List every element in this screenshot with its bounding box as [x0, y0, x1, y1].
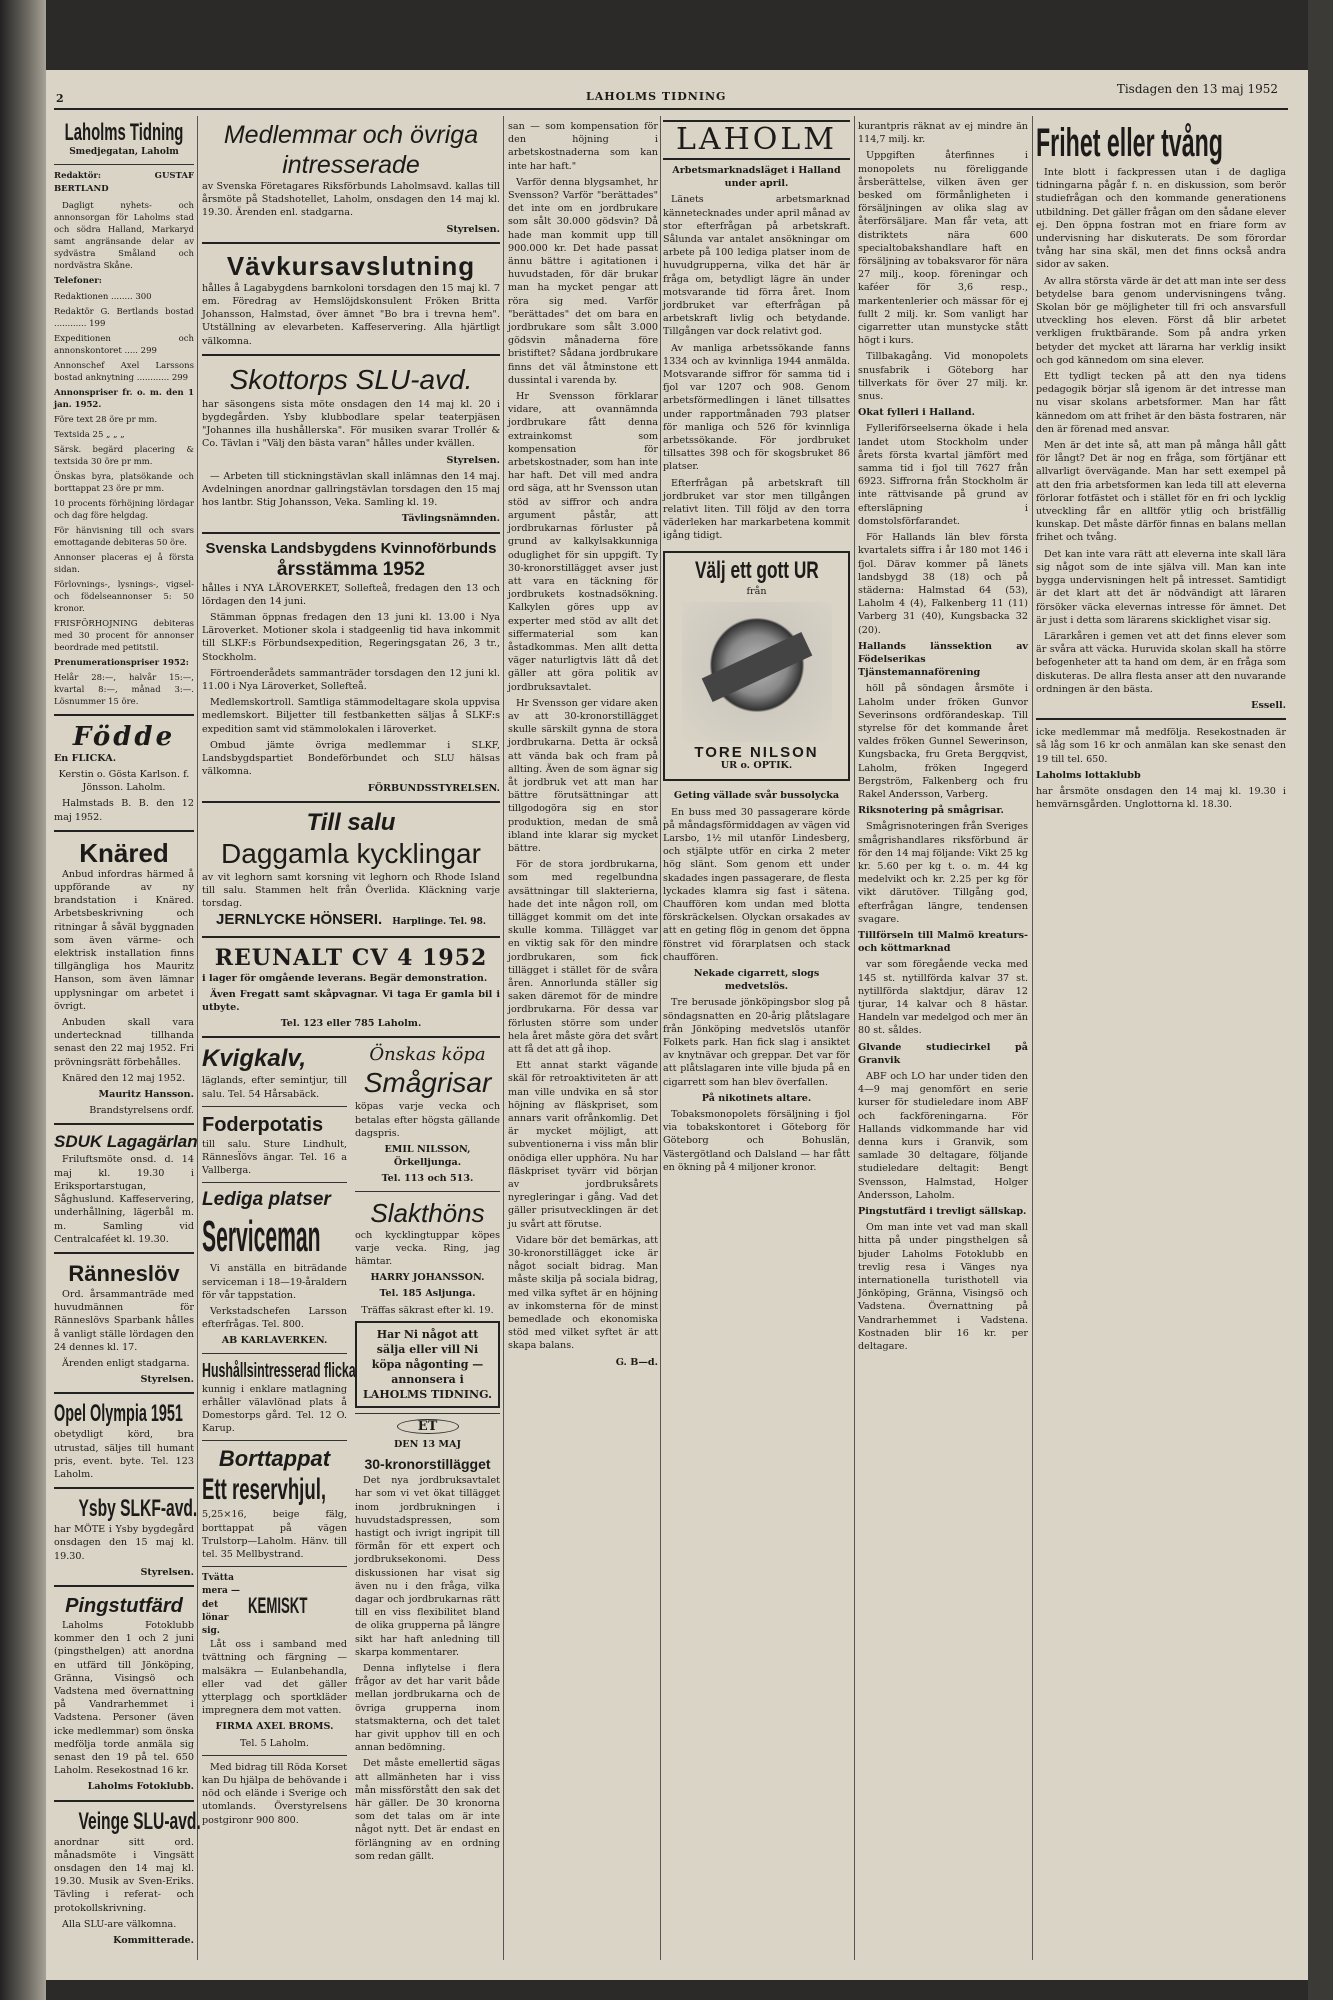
harry-phone: Tel. 185 Asljunga.: [379, 1288, 476, 1300]
study-circle-heading: Glvande studiecirkel på Granvik: [858, 1041, 1028, 1066]
veinge-text: anordnar sitt ord. månadsmöte i Vingsätt onsdagen den 14 maj kl. 19.30. Musik av Sven-Eriks. Tävling i referat- och protokollskrivning.: [54, 1836, 194, 1914]
watch-shop-name: TORE NILSON: [694, 743, 819, 761]
red-cross-text: Med bidrag till Röda Korset kan Du hjälpa de behövande i nöd och elände i Sverige och utomlands. Överstyrelsens postgironr 900 800.: [202, 1761, 347, 1826]
ranneslov-text: Ord. årsammanträde med huvudmännen för Ränneslövs Sparbank hålles å vanligt ställe lördagen den 24 dennes kl. 17.: [54, 1288, 194, 1353]
freedom-text: Det kan inte vara rätt att eleverna inte skall lära sig något som de inte själva vill. Man kan inte bygga undervisningen helt på intresset. Samtidigt är det klart att det är nödvändigt att läraren försöker väcka elevernas intresse för ämnet. Det är just i detta som lärarens skicklighet visar sig.: [1036, 548, 1286, 626]
slkf-text: Förtroenderådets sammanträder torsdagen den 12 juni kl. 11.00 i Nya Läroverket, Sollefteå.: [202, 667, 500, 693]
freedom-heading: Frihet eller tvång: [1036, 121, 1223, 165]
subscription-prices: Helår 28:—, halvår 15:—, kvartal 8:—, månad 3:—. Lösnummer 15 öre.: [54, 672, 194, 707]
dry-clean-company: FIRMA AXEL BROMS.: [215, 1721, 334, 1733]
lotta-heading: Laholms lottaklubb: [1036, 769, 1141, 781]
members-heading-2: intresserade: [282, 151, 420, 179]
drunkenness-heading: Okat fylleri i Halland.: [858, 407, 975, 419]
watch-shop-type: UR o. OPTIK.: [720, 760, 793, 772]
piglet-price-text: Smågrisnoteringen från Sveriges smågrishandlares riksförbund är för den 14 maj följande: Vikt 25 kg kr. 5.60 per kg t. o. m. 44 kg medelvikt och kr. 2.25 per kg för vikt därutöver. Tillgång god, efterfrågan längre, tendensen svagare.: [858, 821, 1028, 925]
birth-notice: En FLICKA.: [54, 752, 117, 764]
housekeeper-text: kunnig i enklare matlagning erhåller välavlönad plats å Domestorps gård. Tel. 12 O. Karup.: [202, 1383, 347, 1435]
news-text: Tillbakagång. Vid monopolets snusfabrik i Göteborg har tillverkats för över 27 milj. kr. snus.: [858, 351, 1028, 403]
potato-heading: Foderpotatis: [202, 1113, 324, 1136]
for-sale-heading: Till salu: [306, 808, 396, 836]
freedom-text: Ett tydligt tecken på att den nya tidens pedagogik börjar slå igenom är det intresse man nu visar skolans arbetsformer. Man har fått kännedom om att frihet är den bästa fostraren, när den är förenad med ansvar.: [1036, 371, 1286, 435]
freedom-signature: Essell.: [1251, 699, 1286, 711]
tobacco-heading: På nikotinets altare.: [701, 1092, 812, 1104]
jobs-heading: Lediga platser: [202, 1189, 331, 1211]
section-text: höll på söndagen årsmöte i Laholm under fröken Gunvor Severinsons ordförandeskap. Till styrelse för det kommande året valdes fröken Gunnel Sewerinson, Kungsbacka, fru Greta Bergqvist, Laholm, fröken Ingegerd Bergström, Falkenberg och fru Rakel Andersson, Varberg.: [858, 683, 1028, 800]
laholm-text: Av manliga arbetssökande fanns 1334 och av kvinnliga 1944 anmälda. Motsvarande siffror för samma tid i fjol var 1207 och 908. Genom arbetsförmedlingen i länet tillsattes under rapportmånaden 793 platser för manliga och 526 för kvinnliga arbetssökande. För jordbruket tillsattes 398 och för skogsbruket 86 platser.: [663, 342, 850, 473]
chicks-heading: Daggamla kycklingar: [221, 837, 481, 869]
veinge-signature: Kommitterade.: [113, 1935, 194, 1947]
knared-text: Anbuden skall vara undertecknad tillhanda senast den 22 maj 1952. Fri prövningsrätt förbehålles.: [54, 1017, 194, 1068]
slkf-text: Medlemskortroll. Samtliga stämmodeltagare skola uppvisa medlemskort. Biljetter till festbanketten säljas å SLKF:s expedition samt vid stämmolokalen i läroverket.: [202, 697, 500, 735]
column-6: [1036, 120, 1286, 1940]
editorial-text: san — som kompensation för den höjning i arbetskostnaderna som kan inte har haft.": [508, 121, 658, 172]
phone-line: Annonschef Axel Larssons bostad anknytning ............ 299: [54, 360, 194, 383]
ranneslov-text: Ärenden enligt stadgarna.: [62, 1357, 190, 1369]
ranneslov-heading: Ränneslöv: [68, 1260, 180, 1286]
skottorp-text: har säsongens sista möte onsdagen den 14 maj kl. 20 i bygdegården. Ysby klubbodlare spelar teaterpjäsen "Johannes illa hushållerska". För musiken svarar Trollér & Co. Tävlan i "Välj den bästa varan" hålles under kvällen.: [202, 398, 500, 450]
lotta-text: har årsmöte onsdagen den 14 maj kl. 19.30 i hemvärnsgården. Unglottorna kl. 18.30.: [1036, 785, 1286, 811]
lost-heading: Borttappat: [218, 1446, 331, 1472]
piglets-text: köpas varje vecka och betalas efter högsta gällande dagspris.: [355, 1101, 500, 1139]
housekeeper-heading: Hushållsintresserad flicka: [202, 1359, 356, 1382]
potato-text: till salu. Sture Lindhult, Rännesl̈övs ängar. Tel. 16 a Vallberga.: [202, 1138, 347, 1177]
page-number: 2: [56, 92, 64, 105]
masthead: [46, 82, 1308, 106]
serviceman-company: AB KARLAVERKEN.: [221, 1335, 328, 1347]
hens-text: och kycklingtuppar köpes varje vecka. Ring, jag hämtar.: [355, 1229, 500, 1267]
laundry-slogan: Tvättа mera — det lönar sig.: [202, 1573, 240, 1636]
ad-price-line: FRISFÖRHOJNING debiteras med 30 procent för annonser beordrade med petitstil.: [54, 618, 194, 653]
birth-parents: Kerstin o. Gösta Karlson. f. Jönsson. Laholm.: [58, 769, 190, 794]
buy-heading: Önskas köpa: [369, 1044, 486, 1066]
freedom-text: Av allra största värde är det att man inte ser dess betydelse bara genom undervisningens tvång. Skolan bör ge möjligheter till fri och ansvarsfull utveckling hos eleven. Först då blir arbetet verkligen fruktbärande. Som på andra yrken betyder det mycket att lärarna har verklig insikt och god kännedom om sina elever.: [1036, 275, 1286, 366]
birth-place: Halmstads B. B. den 12 maj 1952.: [54, 798, 194, 823]
column-rule: [854, 116, 855, 1960]
ysby-signature: Styrelsen.: [140, 1566, 194, 1578]
section-heading: Hallands länssektion av Födelserikas Tjänstemannaförening: [858, 640, 1028, 679]
skottorp-text-2: — Arbeten till stickningstävlan skall inlämnas den 14 maj. Avdelningen anordnar gallringstävlan torsdagen den 15 maj hos lantbr. Stig Johansson, Veka. Samling kl. 19.: [202, 470, 500, 509]
weaving-text: hålles å Lagabygdens barnkoloni torsdagen den 15 maj kl. 7 em. Föredrag av Hemslöjdskonsulent Fröken Britta Johansson, Halmstad, över ämnet "Bo bra i trevna hem". Utställning av elevarbeten. Kaffeservering. Alla hjärtligt välkomna.: [202, 282, 500, 347]
dry-clean-phone: Tel. 5 Laholm.: [240, 1737, 309, 1749]
tobacco-text: Tobaksmonopolets försäljning i fjol via tobakskontoret i Göteborg för Göteborg och Bohuslän, Västergötland och Dalsland — har fått en ökning på 4 miljoner kronor.: [663, 1108, 850, 1173]
ad-prices-heading: Annonspriser fr. o. m. den 1 jan. 1952.: [54, 387, 194, 410]
paper-name: LAHOLMS TIDNING: [586, 90, 727, 103]
watch-image: [682, 602, 832, 742]
sduk-text: Friluftsmöte onsd. d. 14 maj kl. 19.30 i Eriksportarstugan, Såghuslund. Kaffeservering, underhållning, lägerbål m. m. Samling vid Centralcaféet kl. 19.30.: [54, 1154, 194, 1245]
serviceman-text: Vi anställa en biträdande serviceman i 18—19-åraldern för vår tappstation.: [202, 1263, 347, 1301]
jernlycke-name: JERNLYCKE HÖNSERI.: [216, 911, 383, 929]
slkf-text: hålles i NYA LÄROVERKET, Sollefteå, fredagen den 13 och lördagen den 14 juni.: [202, 582, 500, 607]
paper-intro: Dagligt nyhets- och annonsorgan för Laholms stad och södra Halland, Markaryd samt angränsande delar av sydvästra Småland och nordvästra Skåne.: [54, 200, 194, 271]
slkf-signature: FÖRBUNDSSTYRELSEN.: [367, 782, 500, 794]
serviceman-heading: Serviceman: [202, 1212, 321, 1262]
et-heading: ET: [397, 1419, 459, 1434]
ad-price-line: Önskas byra, platsökande och borttappat 23 öre pr mm.: [54, 471, 194, 494]
ad-price-line: 10 procents förhöjning lördagar och dag före helgdag.: [54, 498, 194, 521]
ad-price-line: Före text 28 öre pr mm.: [54, 414, 158, 425]
paper-title-box: Laholms Tidning: [64, 119, 184, 146]
trip-note: icke medlemmar må medfölja. Resekostnaden är så låg som 16 kr och anmälan kan ske senast den 19 till tel. 650.: [1036, 727, 1286, 765]
top-rule: [54, 108, 1288, 110]
skottorp-signature: Styrelsen.: [446, 454, 500, 466]
piglet-price-heading: Riksnotering på smågrisar.: [858, 805, 1004, 817]
subscription-heading: Prenumerationspriser 1952:: [54, 657, 189, 668]
editorial-text: Hr Svensson förklarar vidare, att ovannämnda jordbrukare fått denna extrainkomst som kompensation för arbetskostnader, som han inte har haft. Det vill med andra ord säga, att hr Svensson utan stöd av siffror och andra argument påstår, att jordbrukarnas förluster på grund av kalkylsakkunniga oduglighet för sin uppgift. Ty 30-kronorstillägget avser just att vara en täckning för jordbrukets kostnadsökning. Kalkylen göres upp av experter med stöd av allt det siffermaterial som kan åstadkommas. Men allt detta väger naturligtvis lätt då det gäller att göra politik av jordbruksavtalet.: [508, 391, 658, 693]
column-1: [54, 119, 201, 1947]
editorial-text: Ett annat starkt vägande skäl för retroaktiviteten är att man ville undvika en så stor höjning av fläskpriset, som annars varit ofrånkomlig. Det är mycket möjligt, att subventionerna i viss mån blir onödiga eller upphöra. Nu har fläskpriset tyvärr vid början av jordbruksårets nyregleringar i gång. Vad det gäller prisutvecklingen är det ju svårt att förutse.: [508, 1060, 658, 1230]
column-rule: [503, 116, 504, 1960]
opel-text: obetydligt körd, bra utrustad, säljes till humant pris, event. byte. Tel. 123 Laholm.: [54, 1429, 194, 1480]
renault-phone: Tel. 123 eller 785 Laholm.: [280, 1018, 422, 1030]
knared-text: Anbud infordras härmed å uppförande av ny brandstation i Knäred. Arbetsbeskrivning och ritningar å såväl byggnaden som även värme- och elektrisk installation finns tillgängliga hos Mauritz Hanson, som även lämnar upplysningar om arbetet i övrigt.: [54, 868, 194, 1012]
dry-clean-text: Låt oss i samband med tvättning och färgning — malsäkra — Eulanbehandla, eller vad det gäller ytterplagg och sportkläder impregnera dem mot vatten.: [202, 1639, 347, 1717]
newspaper-page: [46, 70, 1308, 1980]
ysby-text: har MÖTE i Ysby bygdegård onsdagen den 15 maj kl. 19.30.: [54, 1524, 194, 1562]
column-5: [858, 120, 1028, 1940]
slkf-text: Stämman öppnas fredagen den 13 juni kl. 13.00 i Nya Läroverket. Motioner skola i stadgeenlig tid hava inkommit till SLKF:s Förbundsexpedition, Regeringsgatan 26, 3 tr., Stockholm.: [202, 612, 500, 663]
heifer-text: läglands, efter semintjur, till salu. Tel. 54 Hårsabäck.: [202, 1075, 347, 1100]
harry-hours: Träffas säkrast efter kl. 19.: [361, 1304, 494, 1316]
watch-ad-heading: Välj ett gott UR: [694, 556, 819, 584]
lost-text: 5,25×16, beige fälg, borttappat på vägen Trulstorp—Laholm. Hänv. till tel. 35 Mellbystrand.: [202, 1509, 347, 1560]
renault-text: i lager för omgående leverans. Begär demonstration.: [202, 972, 488, 984]
piglets-heading: Smågrisar: [363, 1067, 492, 1099]
labour-subheading: Arbetsmarknadsläget i Halland under april.: [672, 165, 841, 190]
news-text: kurantpris räknat av ej mindre än 114,7 milj. kr.: [858, 121, 1028, 146]
freedom-text: Lärarkåren i gemen vet att det finns elever som är svåra att väcka. Huruvida skolan skall ha större befogenheter att ta hand om dem, är en fråga som diskuteras. De allra flesta anser att den nuvarande ordningen är den bästa.: [1036, 630, 1286, 695]
study-circle-text: ABF och LO har under tiden den 4—9 maj genomfört en serie kurser för studieledare inom ABF och fackföreningarna. För Hallands vidkommande har vid denna kurs i Granvik, som samlade 30 deltagare, följande studieledare deltagit: Bengt Svensson, Halmstad, Holger Andersson, Laholm.: [858, 1071, 1028, 1201]
phone-line: Expeditionen och annonskontoret ..... 299: [54, 333, 194, 356]
editorial-text: Vidare bör det bemärkas, att 30-kronorstillägget icke är något socialt bidrag. Man måste skilja på sociala bidrag, med vilka syftet är en höjning av inkomsterna för de minst bemedlade och ekonomiska stöd med vilket syftet är att skapa balans.: [508, 1234, 658, 1352]
dry-clean-heading: KEMISKT: [248, 1592, 308, 1618]
skottorp-heading: Skottorps SLU-avd.: [229, 363, 473, 395]
editorial-text: För de stora jordbrukarna, som med regelbundna avsättningar till slakterierna, hade det inte någon roll, om tillägget kommit om det inte skulle komma. Tillägget var en viktig sak för den mindre jordbrukaren, som fick tillägget i stället för de svåra åren. Annorlunda ställer sig saken däremot för de mindre jordbrukarna. För dessa var förlusten större som under hela året måste göra det svårt att få det att gå ihop.: [508, 859, 658, 1056]
et-date: DEN 13 MAJ: [393, 1438, 462, 1450]
ad-price-line: Förlovnings-, lysnings-, vigsel- och födelseannonser 5: 50 kronor.: [54, 579, 194, 614]
laholm-text: Efterfrågan på arbetskraft till jordbruket var stor men tillgången relativt liten. Till följd av den torra väderleken har markarbetena kommit igång tidigt.: [663, 477, 850, 542]
malmo-market-heading: Tillförseln till Malmö kreaturs- och köttmarknad: [858, 929, 1028, 955]
bonus-text: Det nya jordbruksavtalet har som vi vet ökat tillägget inom jordbrukningen i huvudstadspressen, som hastigt och ivrigt ingripit till förmån för ett expert och jordbruksekonomi. Dess diskussionen har visat sig även nu i den fråga, vilka dagar och jordbrukarnas rätt till en viss flexibilitet bland de olika grupperna på längre sikt har haft anledning till skarpa kommentarer.: [355, 1475, 500, 1658]
members-signature: Styrelsen.: [446, 223, 500, 235]
drunkenness-text: Fylleriförseelserna ökade i hela landet utom Stockholm under årets första kvartal jämfört med samma tid i fjol till 7627 från 6923. Siffrorna från Stockholm är inte rättvisande på grund av eftersläpning i domstolsförfarandet.: [858, 423, 1028, 527]
laholm-heading: LAHOLM: [663, 120, 850, 160]
cigarette-text: Tre berusade jönköpingsbor slog på söndagsnatten en 20-årig plåtslagare från Jönköping medvetslös utanför Folkets park. Han fick slag i ansiktet av knytnävar och greppar. Det var för att plåtslagaren inte ville bjuda på en cigarrett som han blev överfallen.: [663, 997, 850, 1088]
veinge-heading: Veinge SLU-avd.: [78, 1807, 201, 1835]
ranneslov-signature: Styrelsen.: [140, 1374, 194, 1386]
jernlycke-phone: Harplinge. Tel. 98.: [392, 917, 486, 928]
spare-wheel-heading: Ett reservhjul,: [202, 1473, 327, 1507]
paper-address: Smedjegatan, Laholm: [69, 147, 179, 157]
ad-price-line: Särsk. begärd placering & textsida 30 öre pr mm.: [54, 444, 194, 467]
sduk-heading: SDUK Lagagärlan: [54, 1132, 198, 1152]
issue-date: Tisdagen den 13 maj 1952: [1116, 82, 1278, 96]
ads-right-subcolumn: [355, 1044, 500, 1866]
column-rule: [1032, 116, 1033, 1960]
slkf-heading: Svenska Landsbygdens Kvinnoförbunds: [205, 539, 497, 557]
ad-price-line: För hänvisning till och svars emottagande debiteras 50 öre.: [54, 525, 194, 548]
phones-heading: Telefoner:: [54, 275, 102, 286]
watch-ad-from: från: [746, 585, 767, 597]
skottorp-signature-2: Tävlingsnämnden.: [401, 513, 500, 525]
column-2: [202, 120, 500, 1940]
bus-text: En buss med 30 passagerare körde på måndagsförmiddagen av vägen vid Larsbo, 1½ mil utanför Lindesberg, och stjälpte utför en cirka 2 meter hög slänt. Som genom ett under skadades ingen passagerare, de flesta lyckades klamra sig fast i sätena. Chauffören kom undan med blotta förskräckelsen. Olyckan orsakades av att en geting flög in genom det öppna fönstret vid förarplatsen och stack chauffören.: [663, 806, 850, 963]
watch-ad: [663, 551, 850, 782]
phone-line: Redaktionen ........ 300: [54, 291, 152, 302]
slkf-heading-2: årsstämma 1952: [277, 558, 425, 580]
knared-signature: Mauritz Hansson.: [98, 1089, 194, 1101]
page-edge-left: [0, 0, 46, 2000]
column-3: [508, 120, 658, 1940]
ads-left-subcolumn: [202, 1044, 356, 1866]
emil-phone: Tel. 113 och 513.: [381, 1173, 474, 1185]
bonus-text-2: Denna inflytelse i flera frågor av det har varit både mellan jordbrukarna och de övriga grupperna inom statsmakterna, och det talet har givit upphov till en och annan bedömning.: [355, 1663, 500, 1754]
ad-price-line: Textsida 25 „ „ „: [54, 429, 125, 440]
editorial-text: Varför denna blygsamhet, hr Svensson? Varför "berättades" det inte om en jordbrukare som sålt 30.000 gödsvin? Då hade man kommit upp till 900.000 kr. Det hade passat ännu bättre i agitationen i huvudstaden, för där brukar man ha mycket pengar att röra sig med. Varför "berättades" det om bara en jordbrukare som sålt 3.000 gödsvin månaderna före bristiftet? Sådana jordbrukare finns det väl åtminstone ett dussintal i varenda by.: [508, 176, 658, 386]
emil-name: EMIL NILSSON, Örkelljunga.: [384, 1143, 471, 1169]
column-rule: [197, 116, 198, 1960]
weaving-heading: Vävkursavslutning: [226, 250, 476, 281]
malmo-market-text: var som föregående vecka med 145 st. nytillförda kalvar 37 st. nytillförda slaktdjur, därav 12 tjurar, 14 kalvar och 8 hästar. Handeln var medelgod och mer än 80 st. såldes.: [858, 959, 1028, 1037]
freedom-text: Inte blott i fackpressen utan i de dagliga tidningarna pågår f. n. en diskussion, som berör studiefrågan och den kommande generationens utbildning. Det gäller frågan om den sådane elever ej. Den öppna fostran mot en friare form av undervisning har diskuterats. De som förordar tvång har sina skäl, men det finns också andra sidor av saken.: [1036, 167, 1286, 271]
drunkenness-text: För Hallands län blev första kvartalets siffra i år 180 mot 146 i fjol. Därav kommer på länets landsbygd 38 (18) och på städerna: Halmstad 64 (53), Laholm 4 (4), Falkenberg 11 (11) Varberg 31 (40), Kungsbacka 32 (20).: [858, 532, 1028, 636]
opel-heading: Opel Olympia 1951: [54, 1400, 183, 1428]
harry-name: HARRY JOHANSSON.: [370, 1272, 485, 1284]
phone-line: Redaktör G. Bertlands bostad ............ 199: [54, 306, 194, 329]
pingst-text: Laholms Fotoklubb kommer den 1 och 2 juni (pingsthelgen) att anordna en utfärd till Jönköping, Gränna, Visingsö och Vadstena med övernattning på Vandrarhemmet i Vadstena. Personer (även icke medlemmar) som önska medfölja torde anmäla sig senast den 19 på tel. 650 Laholm. Resekostnad 16 kr.: [54, 1619, 194, 1777]
serviceman-text-2: Verkstadschefen Larsson efterfrågas. Tel. 800.: [202, 1305, 347, 1331]
veinge-text: Alla SLU-are välkomna.: [62, 1918, 177, 1930]
ad-price-line: Annonser placeras ej å första sidan.: [54, 552, 194, 575]
freedom-text: Men är det inte så, att man på många håll gått för långt? Det är nog en fråga, som förtjänar ett allvarligt övervägande. Man har sett exempel på att den fria arbetsformen kan leda till att eleverna förlorar fotfästet och i stället för en fri och lycklig utveckling får en alltför ytlig och bristfällig kunskap. Det måste därför finnas en balans mellan frihet och tvång.: [1036, 440, 1286, 544]
ad-promo-box: Har Ni något att sälja eller vill Ni köpa någonting — annonsera i LAHOLMS TIDNING.: [355, 1321, 500, 1408]
page-edge-right: [1308, 0, 1333, 2000]
renault-text-2: Även Fregatt samt skåpvagnar. Vi taga Er gamla bil i utbyte.: [202, 988, 500, 1013]
bonus-text-3: Det måste emellertid sägas att allmänheten har i viss mån missförstått den sak det här gäller. De 30 kronorna som det talas om är inte något nytt. Det är endast en förlängning av en ordning som redan gällt.: [355, 1758, 500, 1862]
heifer-heading: Kvigkalv,: [202, 1045, 307, 1073]
bonus-heading: 30-kronorstillägget: [364, 1456, 491, 1473]
pingst-signature: Laholms Fotoklubb.: [87, 1781, 194, 1793]
chicks-text: av vit leghorn samt korsning vit leghorn och Rhode Island till salu. Stammen helt från Överlida. Kläckning varje torsdag.: [202, 871, 500, 910]
members-heading: Medlemmar och övriga: [223, 121, 479, 149]
pentecost-text: Om man inte vet vad man skall hitta på under pingsthelgen så bjuder Laholms Fotoklubb en trevlig resa i Vänges nya internationella turisthotell via Jönköping, Gränna, Visingsö och Vadstena. Övernattning på Vandrarhemmet i Vadstena. Kostnaden blir 16 kr. per deltagare.: [858, 1222, 1028, 1353]
laholm-text: Länets arbetsmarknad kännetecknades under april månad av stor efterfrågan på arbetskraft. Sålunda var antalet ansökningar om arbete på 100 lediga platser inom de huvudgrupperna, vilka det här är fråga om, betydligt lägre än under motsvarande tid förra året. Inom jordbruket var efterfrågan på arbetskraft livlig och betydande. Tillgången var dock relativt god.: [663, 194, 850, 338]
editorial-signature: G. B—d.: [615, 1356, 658, 1368]
births-heading: Födde: [72, 721, 176, 752]
column-rule: [660, 116, 661, 1960]
ysby-heading: Ysby SLKF-avd.: [78, 1495, 198, 1523]
column-4: [663, 120, 850, 1940]
knared-date: Knäred den 12 maj 1952.: [62, 1072, 186, 1084]
members-text: av Svenska Företagares Riksförbunds Laholmsavd. kallas till årsmöte på Stadshotellet, Laholm, onsdagen den 14 maj kl. 19.30. Ärenden enl. stadgarna.: [202, 181, 500, 219]
pentecost-heading: Pingstutfärd i trevligt sällskap.: [858, 1206, 1027, 1218]
news-text: Uppgiften återfinnes i monopolets nu föreliggande årsberättelse, vilken även ger besked om förmånligheten i försäljningen av olika slag av återförsäljare. Man får veta, att distriktets nära 600 specialtobakshandlare haft en försäljning av tobaksvaror för nära 27 milj., koop. föreningar och kaféer för 3,6 resp., markentenlerier och mässar för ej fullt 2 milj. kr. Som vanligt har cigarretter utan munstycke stått högt i kurs.: [858, 150, 1028, 347]
slkf-text: Ombud jämte övriga medlemmar i SLKF, Landsbygdspartiet Bondeförbundet och SLU hälsas välkomna.: [202, 739, 500, 778]
pingst-heading: Pingstutfärd: [65, 1594, 183, 1617]
knared-heading: Knäred: [79, 837, 169, 868]
editorial-text: Hr Svensson ger vidare aken av att 30-kronorstillägget skulle särskilt gynna de stora jordbrukarna. Detta är också att vända bak och fram på allting. Även de som ägnar sig åt jordbruk vet att man har bättre förutsättningar att tillgodogöra sig en stor produktion, medan de små ibland inte klarar sig mycket bättre.: [508, 697, 658, 854]
knared-title: Brandstyrelsens ordf.: [89, 1105, 194, 1117]
cigarette-heading: Nekade cigarrett, slogs medvetslös.: [693, 967, 820, 993]
editor-line: Redaktör: GUSTAF BERTLAND: [54, 171, 194, 195]
bus-heading: Geting vällade svår bussolycka: [673, 790, 840, 802]
hens-heading: Slakthöns: [370, 1197, 485, 1228]
renault-heading: REUNALT CV 4 1952: [214, 944, 488, 971]
